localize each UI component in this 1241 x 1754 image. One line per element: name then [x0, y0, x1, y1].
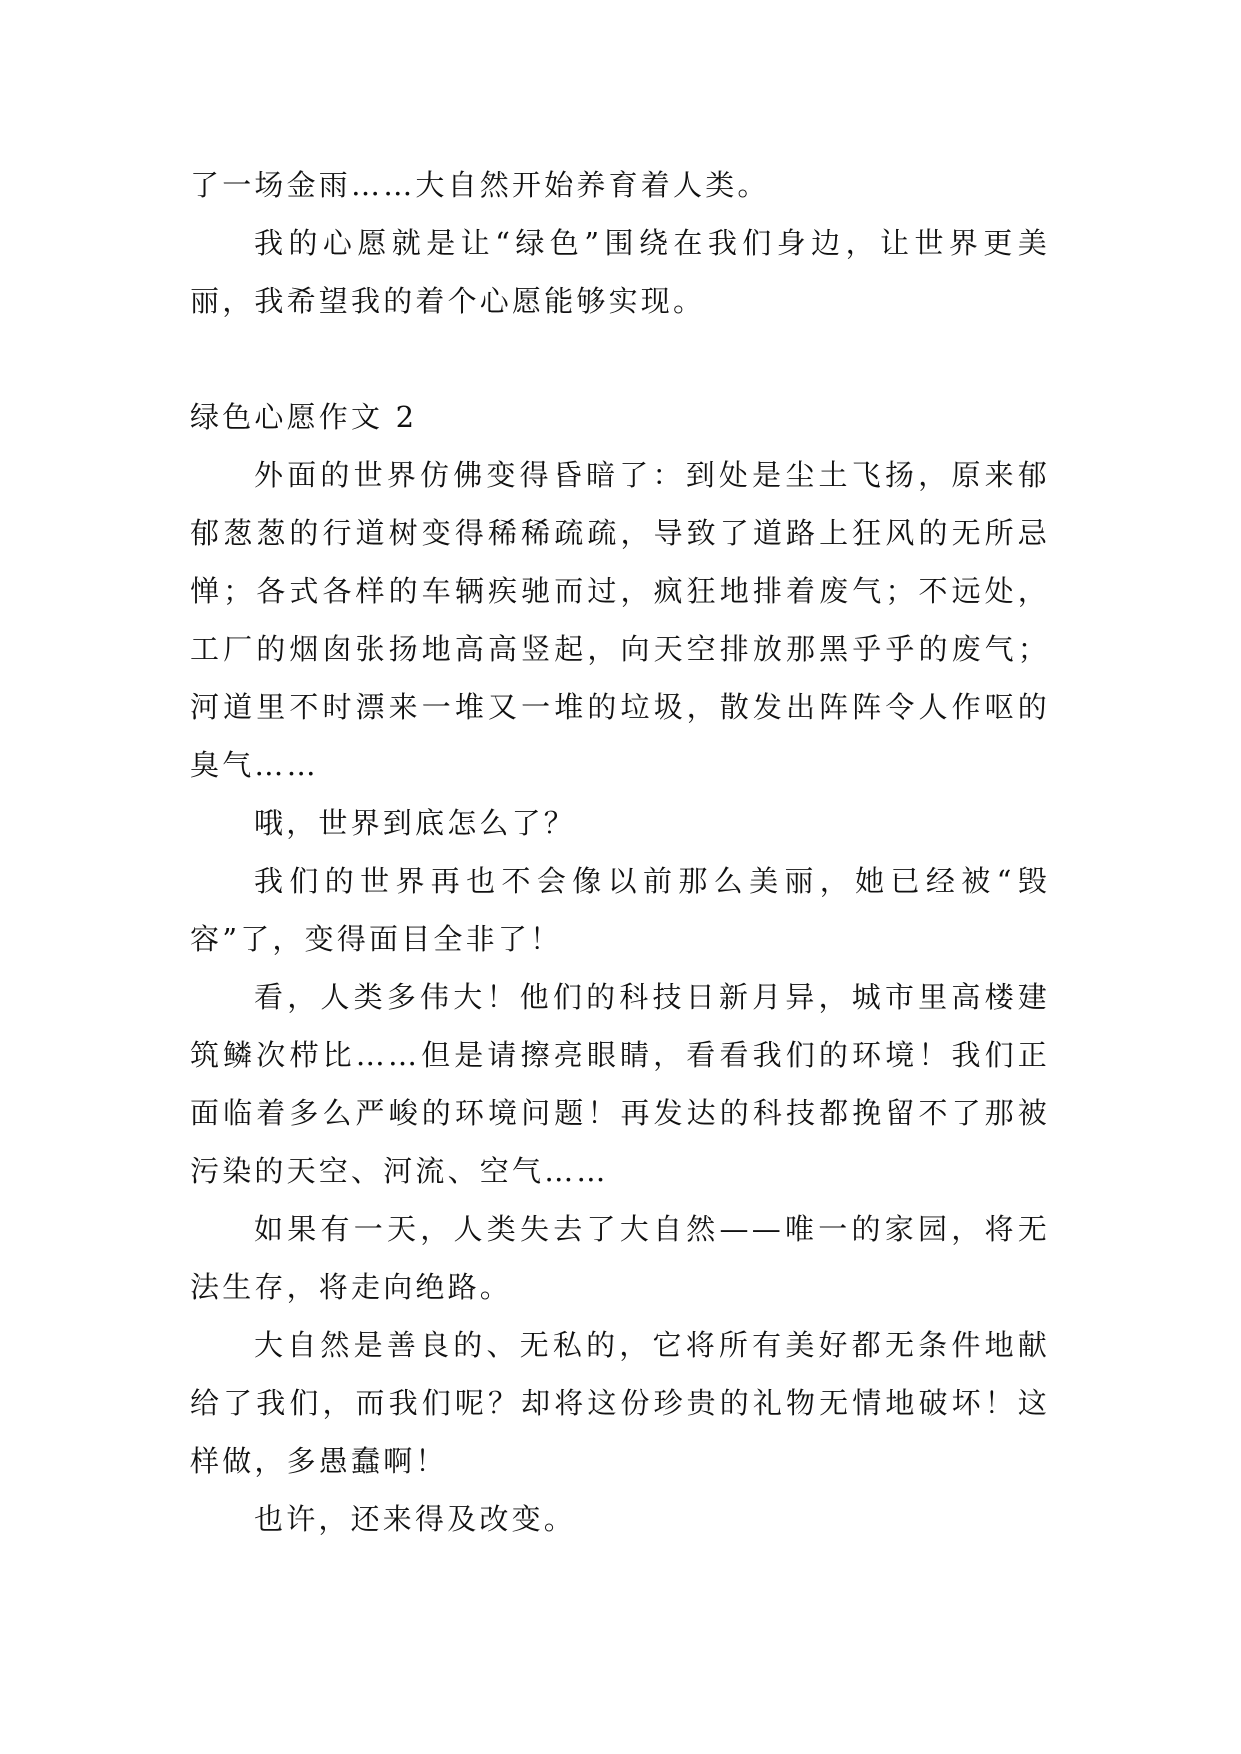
paragraph: 看，人类多伟大！他们的科技日新月异，城市里高楼建筑鳞次栉比……但是请擦亮眼睛，看看我们的环境！我们正面临着多么严峻的环境问题！再发达的科技都挽留不了那被污染的天空、河流、空气……: [190, 980, 1050, 1188]
paragraph: 我们的世界再也不会像以前那么美丽，她已经被“毁容”了，变得面目全非了！: [190, 864, 1050, 956]
paragraph: 外面的世界仿佛变得昏暗了：到处是尘土飞扬，原来郁郁葱葱的行道树变得稀稀疏疏，导致了道路上狂风的无所忌惮；各式各样的车辆疾驰而过，疯狂地排着废气；不远处，工厂的烟囱张扬地高高竖起，向天空排放那黑乎乎的废气；河道里不时漂来一堆又一堆的垃圾，散发出阵阵令人作呕的臭气……: [190, 458, 1050, 782]
section-title: 绿色心愿作文 2: [190, 400, 418, 434]
paragraph-wish: 我的心愿就是让“绿色”围绕在我们身边，让世界更美丽，我希望我的着个心愿能够实现。: [190, 226, 1050, 318]
paragraph: 如果有一天，人类失去了大自然——唯一的家园，将无法生存，将走向绝路。: [190, 1212, 1050, 1304]
document-body: [190, 156, 1050, 1548]
paragraph: 大自然是善良的、无私的，它将所有美好都无条件地献给了我们，而我们呢？却将这份珍贵的礼物无情地破坏！这样做，多愚蠢啊！: [190, 1328, 1050, 1478]
paragraph-continuation: 了一场金雨……大自然开始养育着人类。: [190, 168, 770, 202]
paragraph: 哦，世界到底怎么了？: [254, 806, 577, 840]
section-spacer: [190, 330, 1050, 388]
paragraph: 也许，还来得及改变。: [254, 1502, 577, 1536]
